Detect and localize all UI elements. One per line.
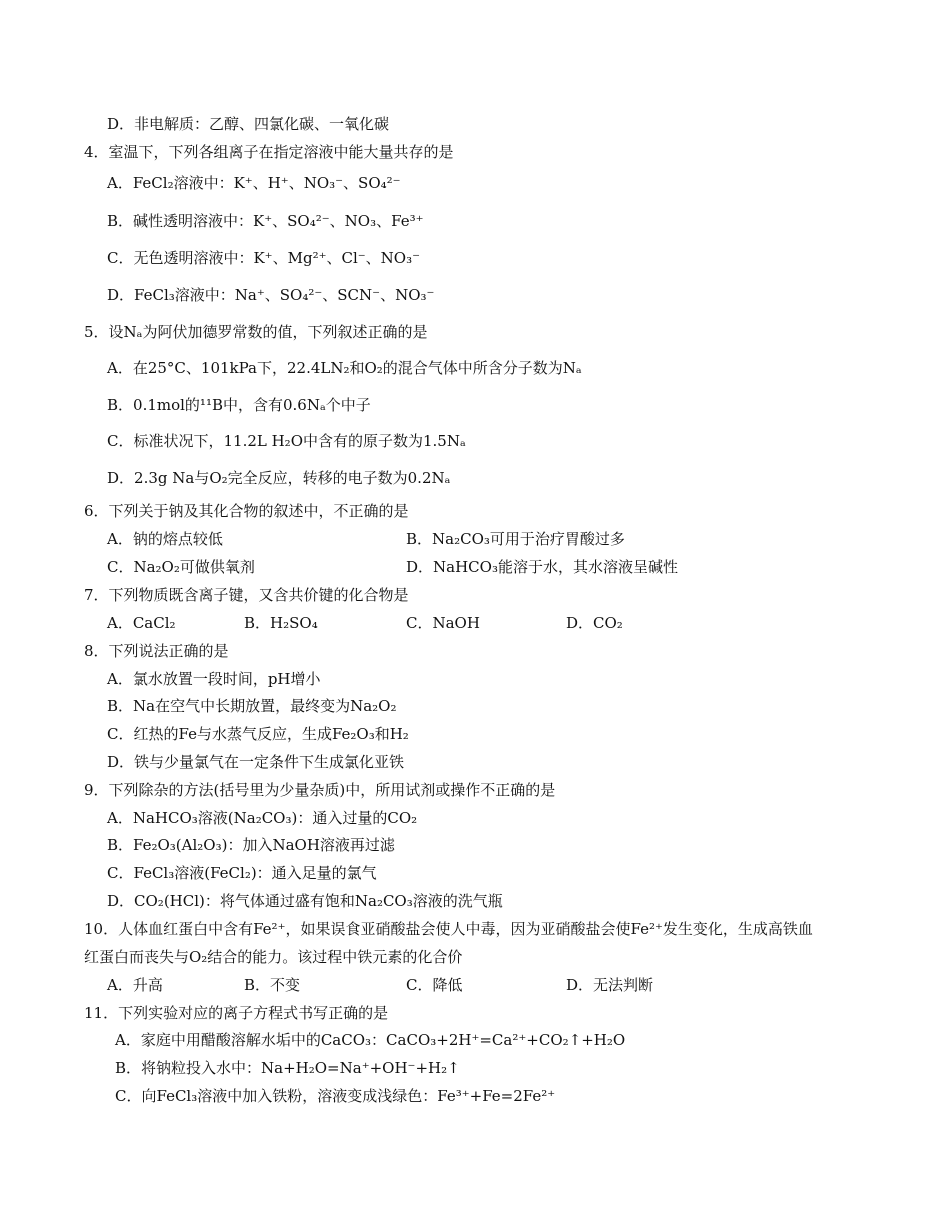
option-10b: B．不变 [244,976,301,994]
option-6c: C．Na₂O₂可做供氧剂 [107,558,255,576]
option-9a: A．NaHCO₃溶液(Na₂CO₃)：通入过量的CO₂ [107,809,418,827]
option-10c: C．降低 [406,976,463,994]
option-11a: A．家庭中用醋酸溶解水垢中的CaCO₃：CaCO₃+2H⁺=Ca²⁺+CO₂↑+H₂O [115,1031,626,1049]
option-6d: D．NaHCO₃能溶于水，其水溶液呈碱性 [406,558,678,576]
question-11: 11．下列实验对应的离子方程式书写正确的是 [84,1004,389,1022]
option-10d: D．无法判断 [566,976,654,994]
option-11c: C．向FeCl₃溶液中加入铁粉，溶液变成浅绿色：Fe³⁺+Fe=2Fe²⁺ [115,1087,556,1105]
option-7b: B．H₂SO₄ [244,614,318,632]
option-8a: A．氯水放置一段时间，pH增小 [107,670,321,688]
option-5c: C．标准状况下，11.2L H₂O中含有的原子数为1.5Nₐ [107,432,466,450]
question-10-line2: 红蛋白而丧失与O₂结合的能力。该过程中铁元素的化合价 [84,948,463,966]
option-6a: A．钠的熔点较低 [107,530,223,548]
option-4a: A．FeCl₂溶液中：K⁺、H⁺、NO₃⁻、SO₄²⁻ [107,174,401,192]
question-10-line1: 10．人体血红蛋白中含有Fe²⁺，如果误食亚硝酸盐会使人中毒，因为亚硝酸盐会使Fe²⁺发生变化，生成高铁血 [84,920,813,938]
question-6: 6．下列关于钠及其化合物的叙述中，不正确的是 [84,502,409,520]
option-7d: D．CO₂ [566,614,623,632]
option-4d: D．FeCl₃溶液中：Na⁺、SO₄²⁻、SCN⁻、NO₃⁻ [107,286,435,304]
option-5b: B．0.1mol的¹¹B中，含有0.6Nₐ个中子 [107,396,371,414]
option-7a: A．CaCl₂ [107,614,176,632]
option-5a: A．在25°C、101kPa下，22.4LN₂和O₂的混合气体中所含分子数为Nₐ [107,359,582,377]
option-6b: B．Na₂CO₃可用于治疗胃酸过多 [406,530,625,548]
option-8d: D．铁与少量氯气在一定条件下生成氯化亚铁 [107,753,405,771]
option-10a: A．升高 [107,976,163,994]
option-9b: B．Fe₂O₃(Al₂O₃)：加入NaOH溶液再过滤 [107,836,395,854]
option-4c: C．无色透明溶液中：K⁺、Mg²⁺、Cl⁻、NO₃⁻ [107,249,421,267]
option-7c: C．NaOH [406,614,480,632]
question-8: 8．下列说法正确的是 [84,642,229,660]
question-7: 7．下列物质既含离子键，又含共价键的化合物是 [84,586,409,604]
question-4: 4．室温下，下列各组离子在指定溶液中能大量共存的是 [84,143,454,161]
option-8b: B．Na在空气中长期放置，最终变为Na₂O₂ [107,697,397,715]
question-5: 5．设Nₐ为阿伏加德罗常数的值，下列叙述正确的是 [84,323,428,341]
option-5d: D．2.3g Na与O₂完全反应，转移的电子数为0.2Nₐ [107,469,451,487]
option-4b: B．碱性透明溶液中：K⁺、SO₄²⁻、NO₃、Fe³⁺ [107,212,424,230]
option-11b: B．将钠粒投入水中：Na+H₂O=Na⁺+OH⁻+H₂↑ [115,1059,460,1077]
option-8c: C．红热的Fe与水蒸气反应，生成Fe₂O₃和H₂ [107,725,409,743]
option-9d: D．CO₂(HCl)：将气体通过盛有饱和Na₂CO₃溶液的洗气瓶 [107,892,503,910]
question-9: 9．下列除杂的方法(括号里为少量杂质)中，所用试剂或操作不正确的是 [84,781,556,799]
option-3d: D．非电解质：乙醇、四氯化碳、一氧化碳 [107,115,390,133]
option-9c: C．FeCl₃溶液(FeCl₂)：通入足量的氯气 [107,864,377,882]
